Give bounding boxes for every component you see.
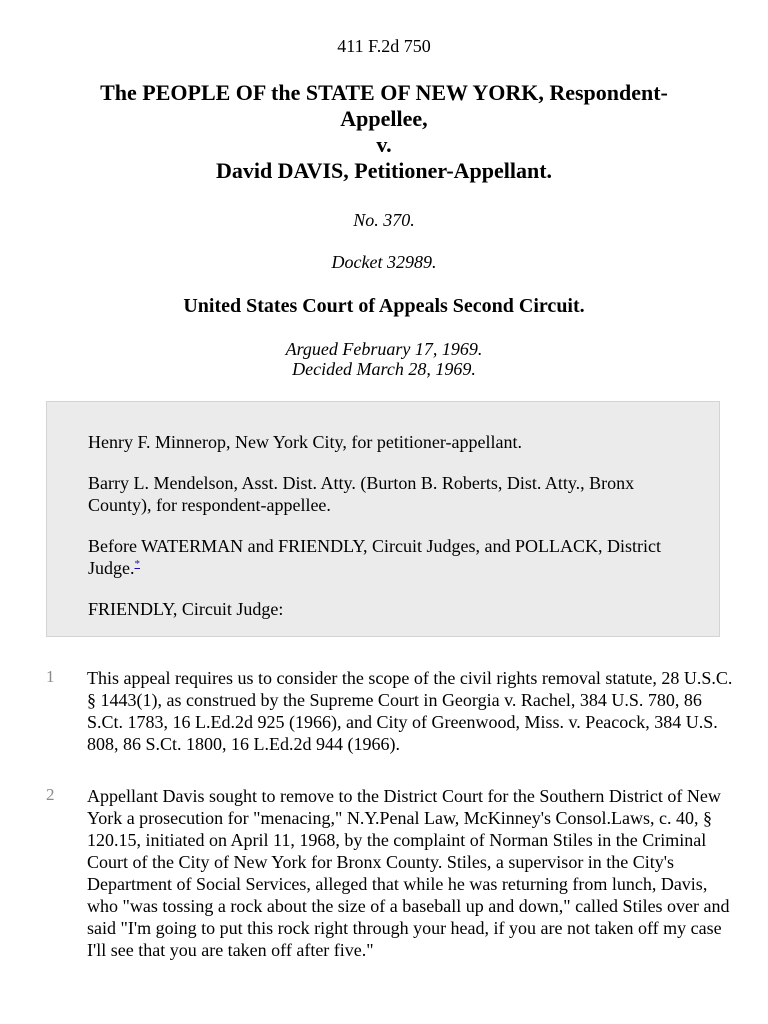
caption-respondent-line: The PEOPLE OF the STATE OF NEW YORK, Respondent- [100, 80, 668, 105]
case-citation: 411 F.2d 750 [337, 36, 431, 56]
caption-petitioner: David DAVIS, Petitioner-Appellant. [215, 158, 553, 183]
counsel-respondent: Barry L. Mendelson, Asst. Dist. Atty. (Burton B. Roberts, Dist. Atty., Bronx County), for respondent-appellee. [88, 473, 635, 515]
paragraph-text: This appeal requires us to consider the scope of the civil rights removal statute, 28 U.S.C. § 1443(1), as construed by the Supreme Court in Georgia v. Rachel, 384 U.S. 780, 86 S.Ct. 1783, 16 L.Ed.2d 925 (1966), and City of Greenwood, Miss. v. Peacock, 384 U.S. 808, 86 S.Ct. 1800, 16 L.Ed.2d 944 (1966). [87, 668, 733, 754]
argued-date: Argued February 17, 1969. [285, 339, 483, 359]
headnote-box [46, 401, 720, 637]
decided-date: Decided March 28, 1969. [292, 359, 476, 379]
opinion-author: FRIENDLY, Circuit Judge: [88, 599, 284, 619]
paragraph-number: 2 [46, 785, 55, 804]
panel-text: Before WATERMAN and FRIENDLY, Circuit Judges, and POLLACK, District Judge. [88, 536, 661, 578]
counsel-petitioner: Henry F. Minnerop, New York City, for petitioner-appellant. [88, 432, 522, 452]
court-name: United States Court of Appeals Second Circuit. [183, 295, 585, 317]
footnote-link[interactable]: * [134, 558, 140, 570]
paragraph-text: Appellant Davis sought to remove to the District Court for the Southern District of New York a prosecution for "menacing," N.Y.Penal Law, McKinney's Consol.Laws, c. 40, § 120.15, initiated on April 11, 1968, by the complaint of Norman Stiles in the Criminal Court of the City of New York for Bronx County. Stiles, a supervisor in the City's Department of Social Services, alleged that while he was returning from lunch, Davis, who "was tossing a rock about the size of a baseball up and down," called Stiles over and said "I'm going to put this rock right through your head, if you are not taken off my case I'll see that you are taken off after five." [87, 786, 730, 960]
paragraph-number: 1 [46, 667, 55, 686]
case-caption [0, 80, 768, 184]
caption-respondent-role: Appellee, [340, 106, 428, 131]
docket-number: Docket 32989. [331, 252, 437, 272]
caption-versus: v. [376, 132, 392, 157]
panel-judges [88, 535, 698, 579]
case-number: No. 370. [353, 210, 415, 230]
case-dates [0, 339, 768, 379]
